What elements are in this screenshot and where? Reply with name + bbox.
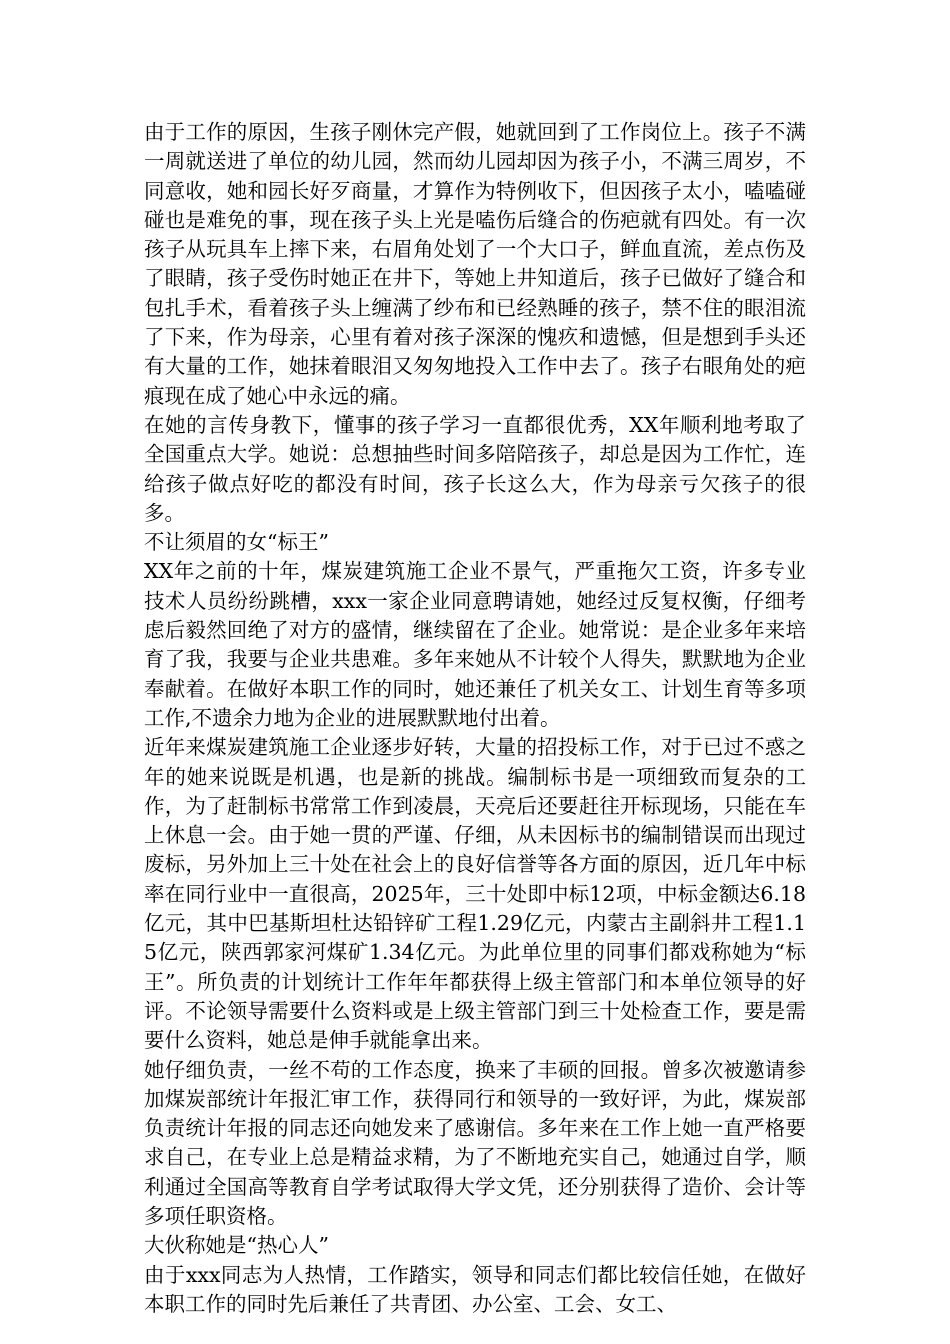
section-heading-bid-king: 不让须眉的女“标王” <box>144 530 329 555</box>
section-heading-warm-hearted: 大伙称她是“热心人” <box>144 1233 329 1258</box>
paragraph-roles: 由于xxx同志为人热情，工作踏实，领导和同志们都比较信任她，在做好本职工作的同时先后兼任了共青团、办公室、工会、女工、 <box>144 1262 806 1316</box>
paragraph-bidding: 近年来煤炭建筑施工企业逐步好转，大量的招投标工作，对于已过不惑之年的她来说既是机遇，也是新的挑战。编制标书是一项细致而复杂的工作，为了赶制标书常常工作到凌晨，天亮后还要赶往开标现场，只能在车上休息一会。由于她一贯的严谨、仔细，从未因标书的编制错误而出现过废标，另外加上三十处在社会上的良好信誉等各方面的原因，近几年中标率在同行业中一直很高，2025年，三十处即中标12项，中标金额达6.18亿元，其中巴基斯坦杜达铅锌矿工程1.29亿元，内蒙古主副斜井工程1.15亿元，陕西郭家河煤矿1.34亿元。为此单位里的同事们都戏称她为“标王”。所负责的计划统计工作年年都获得上级主管部门和本单位领导的好评。不论领导需要什么资料或是上级主管部门到三十处检查工作，要是需要什么资料，她总是伸手就能拿出来。 <box>144 735 806 1053</box>
paragraph-recognition: 她仔细负责，一丝不苟的工作态度，换来了丰硕的回报。曾多次被邀请参加煤炭部统计年报汇审工作，获得同行和领导的一致好评，为此，煤炭部负责统计年报的同志还向她发来了感谢信。多年来在工作上她一直严格要求自己，在专业上总是精益求精，为了不断地充实自己，她通过自学，顺利通过全国高等教育自学考试取得大学文凭，还分别获得了造价、会计等多项任职资格。 <box>144 1057 806 1228</box>
paragraph-loyalty: XX年之前的十年，煤炭建筑施工企业不景气，严重拖欠工资，许多专业技术人员纷纷跳槽，xxx一家企业同意聘请她，她经过反复权衡，仔细考虑后毅然回绝了对方的盛情，继续留在了企业。她常说：是企业多年来培育了我，我要与企业共患难。多年来她从不计较个人得失，默默地为企业奉献着。在做好本职工作的同时，她还兼任了机关女工、计划生育等多项工作,不遗余力地为企业的进展默默地付出着。 <box>144 559 806 730</box>
paragraph-childcare: 由于工作的原因，生孩子刚休完产假，她就回到了工作岗位上。孩子不满一周就送进了单位的幼儿园，然而幼儿园却因为孩子小，不满三周岁，不同意收，她和园长好歹商量，才算作为特例收下，但因孩子太小，嗑嗑碰碰也是难免的事，现在孩子头上光是嗑伤后缝合的伤疤就有四处。有一次孩子从玩具车上摔下来，右眉角处划了一个大口子，鲜血直流，差点伤及了眼睛，孩子受伤时她正在井下，等她上井知道后，孩子已做好了缝合和包扎手术，看着孩子头上缠满了纱布和已经熟睡的孩子，禁不住的眼泪流了下来，作为母亲，心里有着对孩子深深的愧疚和遗憾，但是想到手头还有大量的工作，她抹着眼泪又匆匆地投入工作中去了。孩子右眼角处的疤痕现在成了她心中永远的痛。 <box>144 120 806 408</box>
paragraph-child-education: 在她的言传身教下，懂事的孩子学习一直都很优秀，XX年顺利地考取了全国重点大学。她说：总想抽些时间多陪陪孩子，却总是因为工作忙，连给孩子做点好吃的都没有时间，孩子长这么大，作为母亲亏欠孩子的很多。 <box>144 412 806 525</box>
document-page <box>144 118 806 1319</box>
